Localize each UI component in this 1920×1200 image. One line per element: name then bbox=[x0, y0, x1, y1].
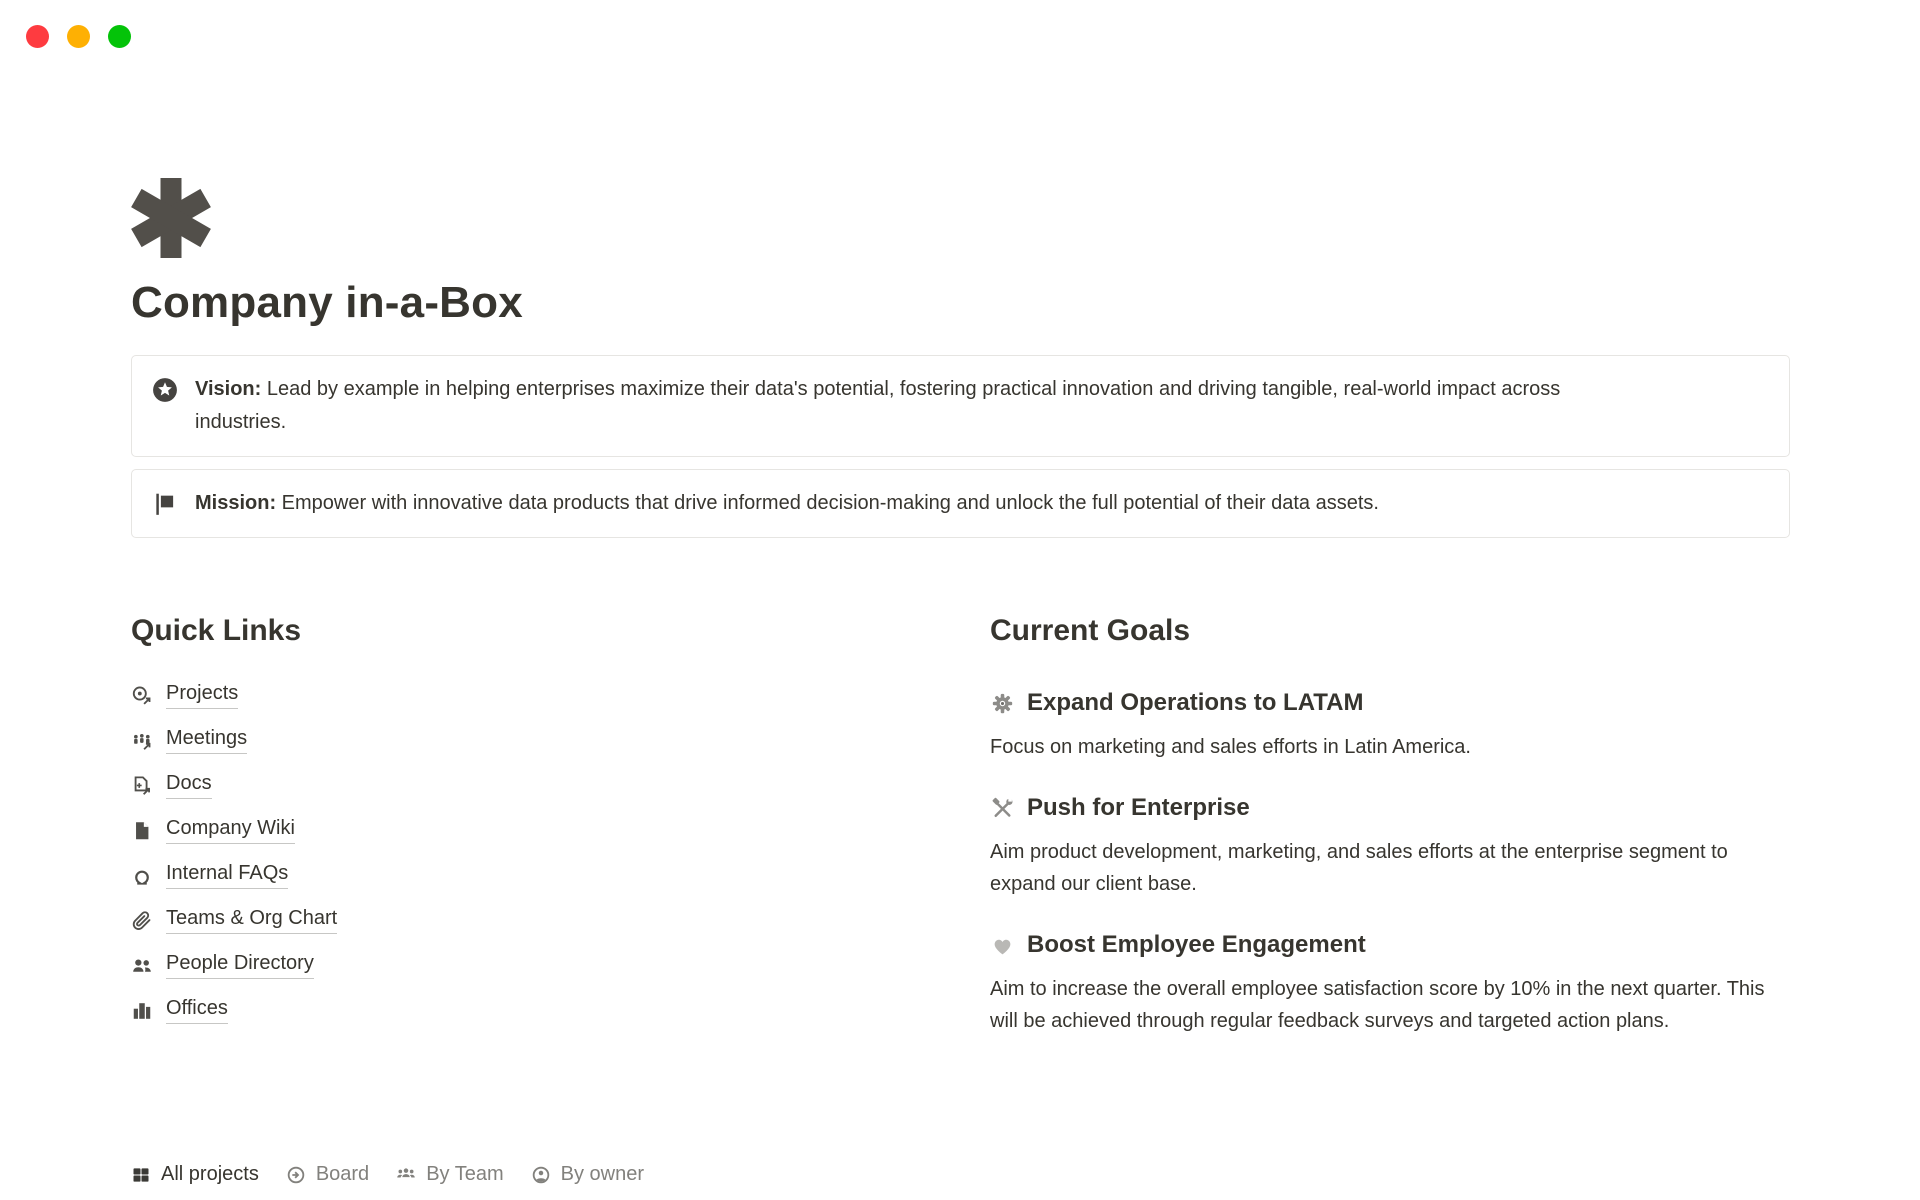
page-content bbox=[131, 178, 1790, 1066]
mission-callout[interactable] bbox=[131, 469, 1790, 538]
goal-description: Aim to increase the overall employee satisfaction score by 10% in the next quarter. This will be achieved through regular feedback surveys and targeted action plans. bbox=[990, 978, 1765, 1032]
zoom-window-button[interactable] bbox=[108, 25, 131, 48]
link-label: Company Wiki bbox=[166, 817, 295, 844]
tools-icon bbox=[990, 796, 1015, 821]
link-label: People Directory bbox=[166, 952, 314, 979]
window-controls bbox=[26, 25, 131, 48]
people-icon bbox=[131, 955, 153, 977]
goal-title[interactable]: Expand Operations to LATAM bbox=[990, 687, 1790, 719]
link-label: Teams & Org Chart bbox=[166, 907, 337, 934]
link-internal-faqs[interactable] bbox=[131, 853, 944, 898]
link-company-wiki[interactable] bbox=[131, 808, 944, 853]
building-icon bbox=[131, 1000, 153, 1022]
team-view-icon bbox=[396, 1165, 416, 1185]
goal-description: Aim product development, marketing, and sales efforts at the enterprise segment to expand our client base. bbox=[990, 841, 1728, 895]
close-window-button[interactable] bbox=[26, 25, 49, 48]
owner-view-icon bbox=[531, 1165, 551, 1185]
current-goals-column bbox=[990, 613, 1790, 1066]
flag-icon bbox=[152, 491, 178, 517]
link-meetings[interactable] bbox=[131, 718, 944, 763]
doc-add-link-icon bbox=[131, 775, 153, 797]
goal-expand-latam bbox=[990, 687, 1790, 763]
meeting-link-icon bbox=[131, 730, 153, 752]
vision-text: Vision: Lead by example in helping enterprises maximize their data's potential, fostering practical innovation and driving tangible, real-world impact across industries. bbox=[195, 378, 1561, 433]
link-docs[interactable] bbox=[131, 763, 944, 808]
tab-by-team[interactable] bbox=[396, 1163, 503, 1186]
mission-text: Mission: Empower with innovative data products that drive informed decision-making and unlock the full potential of their data assets. bbox=[195, 492, 1379, 514]
tab-label: By Team bbox=[426, 1163, 504, 1185]
gear-icon bbox=[990, 691, 1015, 716]
paperclip-icon bbox=[131, 910, 153, 932]
link-label: Projects bbox=[166, 682, 238, 709]
tab-label: Board bbox=[315, 1163, 370, 1185]
link-label: Internal FAQs bbox=[166, 862, 288, 889]
tab-by-owner[interactable] bbox=[531, 1163, 644, 1186]
link-label: Offices bbox=[166, 997, 228, 1024]
head-profile-icon bbox=[131, 865, 153, 887]
vision-label: Vision: bbox=[195, 378, 262, 400]
target-link-icon bbox=[131, 685, 153, 707]
mission-label: Mission: bbox=[195, 492, 277, 514]
tab-label: All projects bbox=[161, 1163, 259, 1185]
link-label: Docs bbox=[166, 772, 212, 799]
asterisk-icon[interactable] bbox=[131, 178, 211, 258]
tab-label: By owner bbox=[560, 1163, 645, 1185]
link-projects[interactable] bbox=[131, 673, 944, 718]
page-title[interactable]: Company in-a-Box bbox=[131, 278, 523, 327]
tab-all-projects[interactable] bbox=[131, 1163, 259, 1186]
quick-links-column bbox=[131, 613, 944, 1066]
quick-links-list bbox=[131, 673, 944, 1033]
board-view-icon bbox=[286, 1165, 306, 1185]
heart-icon bbox=[990, 933, 1015, 958]
goal-title[interactable]: Boost Employee Engagement bbox=[990, 929, 1790, 961]
quick-links-heading: Quick Links bbox=[131, 614, 302, 647]
minimize-window-button[interactable] bbox=[67, 25, 90, 48]
current-goals-heading: Current Goals bbox=[990, 614, 1191, 647]
database-view-tabs bbox=[131, 1163, 644, 1186]
goal-employee-engagement bbox=[990, 929, 1790, 1037]
link-label: Meetings bbox=[166, 727, 247, 754]
grid-view-icon bbox=[131, 1165, 151, 1185]
goal-push-enterprise bbox=[990, 792, 1790, 900]
tab-board[interactable] bbox=[286, 1163, 369, 1186]
goal-title[interactable]: Push for Enterprise bbox=[990, 792, 1790, 824]
link-teams-org-chart[interactable] bbox=[131, 898, 944, 943]
vision-callout[interactable] bbox=[131, 355, 1790, 457]
star-circle-icon bbox=[152, 377, 178, 403]
link-offices[interactable] bbox=[131, 988, 944, 1033]
link-people-directory[interactable] bbox=[131, 943, 944, 988]
goal-description: Focus on marketing and sales efforts in Latin America. bbox=[990, 736, 1471, 758]
page-icon bbox=[131, 820, 153, 842]
